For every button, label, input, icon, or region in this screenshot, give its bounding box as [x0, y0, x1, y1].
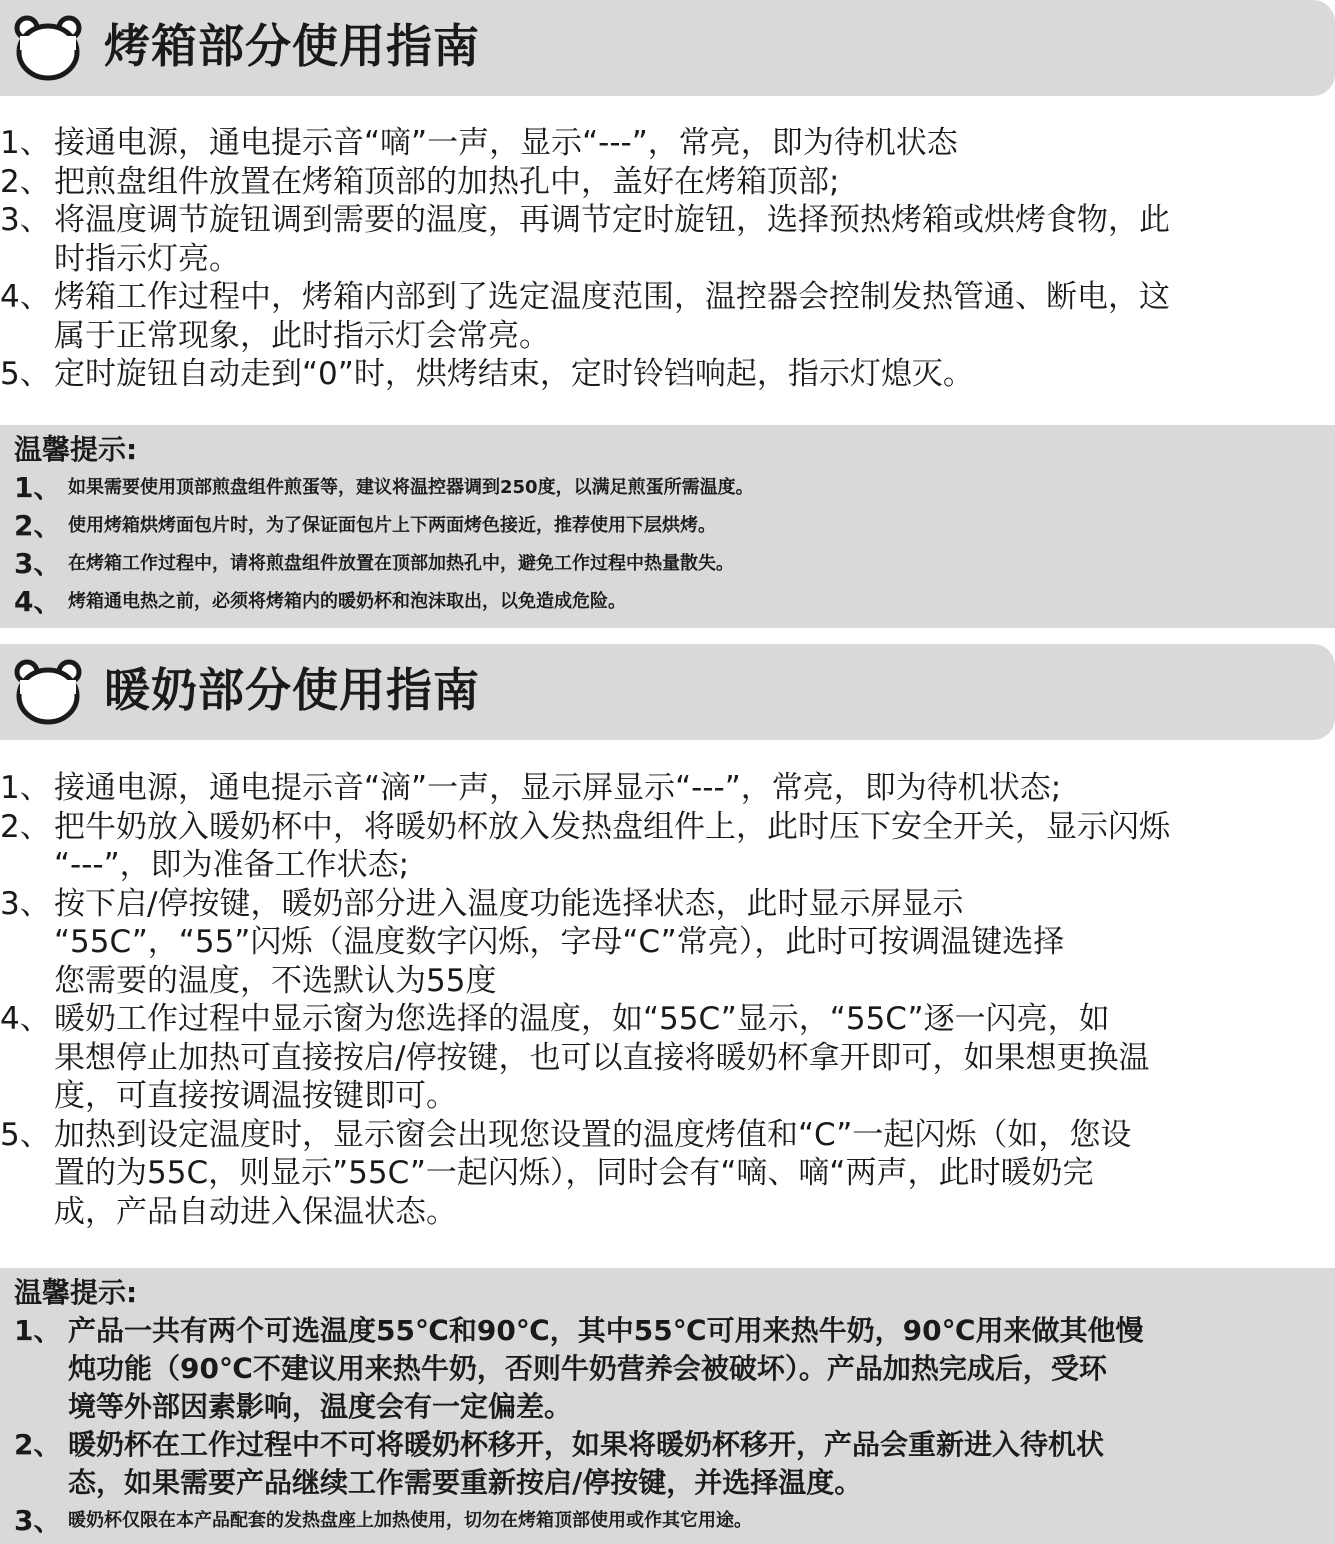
bear-face-icon: [14, 14, 82, 82]
step-number: 5、: [0, 1116, 51, 1153]
list-item: [0, 507, 1335, 545]
step-text: 把煎盘组件放置在烤箱顶部的加热孔中，盖好在烤箱顶部;: [54, 163, 840, 200]
list-item: [0, 124, 1335, 163]
list-item: [0, 201, 1335, 278]
list-item: [0, 1502, 1335, 1540]
tip-text: 产品一共有两个可选温度55℃和90℃，其中55℃可用来热牛奶，90℃用来做其他慢 炖功能（90℃不建议用来热牛奶，否则牛奶营养会被破坏）。产品加热完成后，受环 境等外部因素影响，温度会有一定偏差。: [68, 1314, 1144, 1423]
milk-warmer-guide-header: [0, 644, 1335, 740]
list-item: [0, 769, 1335, 808]
tip-number: 3、: [14, 1504, 62, 1537]
step-number: 4、: [0, 279, 51, 315]
list-item: [0, 1312, 1335, 1426]
list-item: [0, 278, 1335, 355]
list-item: [0, 1426, 1335, 1502]
oven-guide-header: [0, 0, 1335, 96]
step-text: 加热到设定温度时，显示窗会出现您设置的温度烤值和“C”一起闪烁（如，您设 置的为55C，则显示”55C”一起闪烁），同时会有“嘀、嘀“两声，此时暖奶完 成，产品自动进入保温状态。: [54, 1116, 1132, 1230]
tip-number: 2、: [14, 509, 62, 542]
step-number: 3、: [0, 885, 51, 922]
step-number: 2、: [0, 163, 51, 200]
tip-text: 使用烤箱烘烤面包片时，为了保证面包片上下两面烤色接近，推荐使用下层烘烤。: [68, 515, 716, 536]
oven-steps-list: [0, 124, 1335, 394]
tip-text: 如果需要使用顶部煎盘组件煎蛋等，建议将温控器调到250度，以满足煎蛋所需温度。: [68, 477, 754, 498]
step-number: 1、: [0, 770, 51, 806]
tip-text: 暖奶杯仅限在本产品配套的发热盘座上加热使用，切勿在烤箱顶部使用或作其它用途。: [68, 1510, 752, 1531]
list-item: [0, 355, 1335, 394]
list-item: [0, 1116, 1335, 1232]
step-text: 将温度调节旋钮调到需要的温度，再调节定时旋钮，选择预热烤箱或烘烤食物，此 时指示灯亮。: [54, 202, 1170, 277]
step-number: 2、: [0, 808, 51, 845]
tip-number: 4、: [14, 585, 62, 618]
list-item: [0, 469, 1335, 507]
page-title: 烤箱部分使用指南: [104, 19, 480, 73]
section-title: 暖奶部分使用指南: [104, 663, 480, 717]
list-item: [0, 545, 1335, 583]
step-text: 按下启/停按键，暖奶部分进入温度功能选择状态，此时显示屏显示 “55C”，“55”闪烁（温度数字闪烁，字母“C”常亮），此时可按调温键选择 您需要的温度，不选默认为55度: [54, 885, 1065, 999]
step-text: 暖奶工作过程中显示窗为您选择的温度，如“55C”显示，“55C”逐一闪亮，如 果想停止加热可直接按启/停按键，也可以直接将暖奶杯拿开即可，如果想更换温 度，可直接按调温按键即可。: [54, 1001, 1150, 1114]
tip-text: 在烤箱工作过程中，请将煎盘组件放置在顶部加热孔中，避免工作过程中热量散失。: [68, 553, 734, 574]
step-text: 定时旋钮自动走到“0”时，烘烤结束，定时铃铛响起，指示灯熄灭。: [54, 356, 974, 392]
oven-tips-box: [0, 425, 1335, 628]
tip-number: 2、: [14, 1428, 62, 1461]
step-text: 接通电源，通电提示音“嘀”一声，显示“---”，常亮，即为待机状态: [54, 125, 958, 161]
step-number: 4、: [0, 1001, 51, 1037]
list-item: [0, 1000, 1335, 1116]
tips-heading: 温馨提示:: [14, 433, 138, 466]
list-item: [0, 808, 1335, 885]
step-text: 接通电源，通电提示音“滴”一声，显示屏显示“---”，常亮，即为待机状态;: [54, 770, 1062, 806]
tip-number: 1、: [14, 1314, 62, 1347]
list-item: [0, 885, 1335, 1001]
tip-number: 3、: [14, 547, 62, 580]
milk-steps-list: [0, 769, 1335, 1231]
step-number: 3、: [0, 202, 51, 238]
tips-heading: 温馨提示:: [14, 1276, 138, 1309]
list-item: [0, 163, 1335, 202]
step-number: 5、: [0, 356, 51, 392]
tip-text: 暖奶杯在工作过程中不可将暖奶杯移开，如果将暖奶杯移开，产品会重新进入待机状 态，如果需要产品继续工作需要重新按启/停按键，并选择温度。: [68, 1428, 1105, 1499]
milk-tips-box: [0, 1268, 1335, 1544]
tip-text: 烤箱通电热之前，必须将烤箱内的暖奶杯和泡沫取出，以免造成危险。: [68, 591, 626, 612]
step-text: 把牛奶放入暖奶杯中，将暖奶杯放入发热盘组件上，此时压下安全开关，显示闪烁 “---”，即为准备工作状态;: [54, 808, 1170, 883]
tip-number: 1、: [14, 471, 62, 504]
step-number: 1、: [0, 125, 51, 161]
bear-face-icon: [14, 658, 82, 726]
step-text: 烤箱工作过程中，烤箱内部到了选定温度范围，温控器会控制发热管通、断电，这 属于正常现象，此时指示灯会常亮。: [54, 279, 1170, 354]
list-item: [0, 583, 1335, 621]
